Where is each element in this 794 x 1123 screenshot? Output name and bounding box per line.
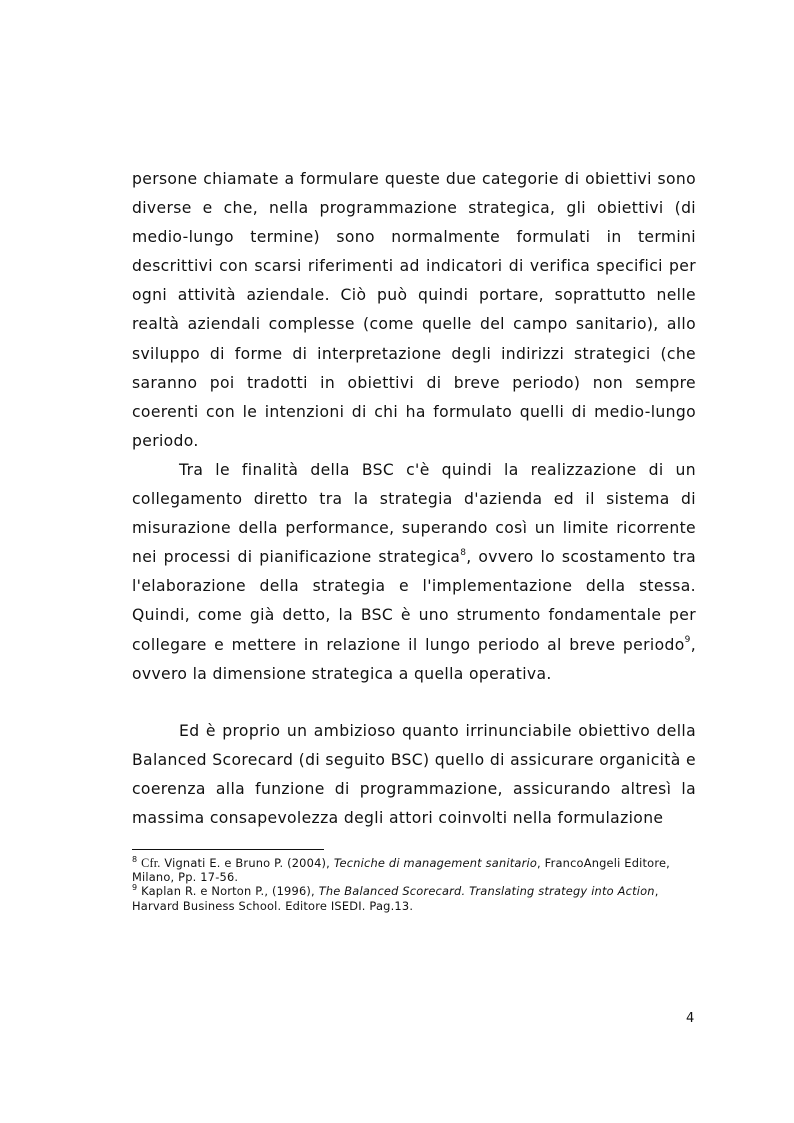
footnote-number: 9: [132, 883, 138, 893]
paragraph-bsc-goals: [132, 456, 696, 689]
footnote-8: [132, 856, 696, 884]
paragraph-text: , ovvero la dimensione strategica a quella operativa.: [132, 635, 696, 683]
footnote-authors: Kaplan R. e Norton P., (1996),: [137, 884, 319, 899]
paragraph-ambition: Ed è proprio un ambizioso quanto irrinunciabile obiettivo della Balanced Scorecard (di seguito BSC) quello di assicurare organicità e coerenza alla funzione di programmazione, assicurando altresì la massima consapevolezza degli attori coinvolti nella formulazione: [132, 721, 696, 827]
footnote-rest: , FrancoAngeli Editore, Milano, Pp. 17-56.: [132, 856, 670, 885]
footnote-title: The Balanced Scorecard. Translating strategy into Action: [318, 884, 655, 899]
paragraph-text: Tra le finalità della BSC c'è quindi la realizzazione di un collegamento diretto tra la strategia d'azienda ed il sistema di misurazione della performance, superando così un limite ricorrente nei processi di pianificazione strategica: [132, 460, 696, 567]
footnote-number: 8: [132, 855, 138, 865]
footnote-lead: Cfr.: [141, 856, 161, 870]
paragraph-text: , ovvero lo scostamento tra l'elaborazione della strategia e l'implementazione della stessa. Quindi, come già detto, la BSC è uno strumento fondamentale per collegare e mettere in relazione il lungo periodo al breve periodo: [132, 548, 696, 654]
page-number: 4: [686, 1011, 695, 1026]
footnotes: [132, 856, 696, 913]
body-text: [132, 165, 696, 833]
footnote-separator: [132, 849, 324, 850]
footnote-title: Tecniche di management sanitario: [333, 856, 538, 870]
paragraph-continuation: persone chiamate a formulare queste due categorie di obiettivi sono diverse e che, nella programmazione strategica, gli obiettivi (di medio-lungo termine) sono normalmente formulati in termini descrittivi con scarsi riferimenti ad indicatori di verifica specifici per ogni attività aziendale. Ciò può quindi portare, soprattutto nelle realtà aziendali complesse (come quelle del campo sanitario), allo sviluppo di forme di interpretazione degli indirizzi strategici (che saranno poi tradotti in obiettivi di breve periodo) non sempre coerenti con le intenzioni di chi ha formulato quelli di medio-lungo periodo.: [132, 170, 696, 450]
footnote-9: [132, 884, 696, 912]
footnote-authors: Vignati E. e Bruno P. (2004),: [160, 856, 334, 870]
footnote-rest: , Harvard Business School. Editore ISEDI. Pag.13.: [132, 884, 659, 913]
footnote-ref-9[interactable]: 9: [684, 635, 691, 646]
footnote-ref-8[interactable]: 8: [460, 548, 467, 559]
